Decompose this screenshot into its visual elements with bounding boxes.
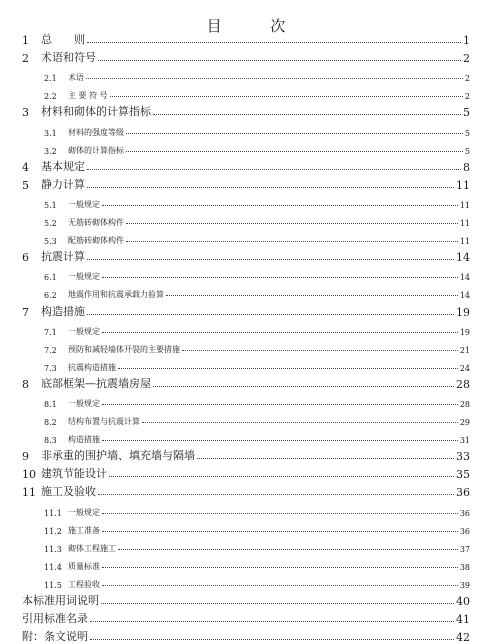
toc-entry-number: 8 <box>22 377 29 391</box>
dot-leader <box>102 531 458 532</box>
toc-entry-number: 5.1 <box>44 200 57 210</box>
toc-entry-page: 28 <box>456 377 470 391</box>
dot-leader <box>126 133 463 134</box>
toc-entry-title: 材料的强度等级 <box>68 127 124 137</box>
toc-entry[interactable] <box>22 282 470 300</box>
toc-entry[interactable] <box>22 47 470 65</box>
toc-entry-page: 39 <box>459 580 470 590</box>
dot-leader <box>98 494 454 495</box>
toc-entry-number: 11.4 <box>44 562 62 572</box>
toc-entry-number: 7.2 <box>44 345 57 355</box>
dot-leader <box>126 223 458 224</box>
toc-entry-title: 材料和砌体的计算指标 <box>41 105 151 119</box>
dot-leader <box>126 241 458 242</box>
dot-leader <box>87 314 454 315</box>
dot-leader <box>110 96 463 97</box>
toc-entry-number: 10 <box>22 468 36 482</box>
toc-entry-title: 工程验收 <box>68 579 100 589</box>
toc-entry-page: 14 <box>456 251 470 265</box>
toc-entry[interactable] <box>22 246 470 264</box>
toc-entry-number: 9 <box>22 450 29 464</box>
toc-entry-title: 地震作用和抗震承载力验算 <box>68 290 164 300</box>
toc-entry-title: 无筋砖砌体构件 <box>68 218 124 228</box>
toc-entry[interactable] <box>22 445 470 463</box>
toc-entry-number: 8.1 <box>44 399 57 409</box>
toc-entry-number: 5.2 <box>44 219 57 229</box>
toc-entry-page: 36 <box>456 486 470 500</box>
toc-entry-number: 2 <box>22 52 29 66</box>
toc-entry-page: 11 <box>459 237 470 247</box>
dot-leader <box>102 585 458 586</box>
toc-entry-page: 40 <box>456 595 470 608</box>
toc-entry-page: 37 <box>459 544 470 554</box>
toc-entry[interactable] <box>22 65 470 83</box>
dot-leader <box>102 513 458 514</box>
page-title: 目 次 <box>206 17 308 35</box>
toc-entry-page: 11 <box>459 219 470 229</box>
dot-leader <box>87 169 461 170</box>
toc-entry-title: 底部框架—抗震墙房屋 <box>41 376 151 390</box>
toc-entry-number: 5.3 <box>44 237 57 247</box>
toc-entry[interactable] <box>22 228 470 246</box>
toc-entry-title: 术语 <box>68 73 84 83</box>
dot-leader <box>118 549 458 550</box>
toc-entry-page: 11 <box>456 178 470 192</box>
toc-entry-title: 引用标准名录 <box>22 612 88 626</box>
dot-leader <box>166 295 458 296</box>
toc-entry-page: 38 <box>459 562 470 572</box>
dot-leader <box>86 78 463 79</box>
toc-entry[interactable] <box>22 83 470 101</box>
dot-leader <box>102 332 458 333</box>
toc-entry[interactable] <box>22 156 470 174</box>
toc-entry[interactable] <box>22 101 470 119</box>
toc-entry-page: 14 <box>459 273 470 283</box>
toc-entry-title: 非承重的围护墙、填充墙与隔墙 <box>41 449 195 463</box>
toc-entry[interactable] <box>22 119 470 137</box>
dot-leader <box>102 567 458 568</box>
toc-entry-page: 42 <box>456 631 470 644</box>
toc-entry-title: 抗震计算 <box>41 250 85 264</box>
toc-entry[interactable] <box>22 518 470 536</box>
toc-entry-number: 3 <box>22 106 29 120</box>
toc-entry-title: 本标准用词说明 <box>22 594 99 607</box>
toc-entry[interactable] <box>22 373 470 391</box>
toc-entry-page: 19 <box>459 327 470 337</box>
dot-leader <box>101 603 454 604</box>
toc-entry[interactable] <box>22 481 470 499</box>
table-of-contents <box>22 29 470 644</box>
dot-leader <box>109 476 454 477</box>
toc-entry[interactable] <box>22 337 470 355</box>
dot-leader <box>90 621 454 622</box>
toc-entry-title: 施工准备 <box>68 525 100 535</box>
toc-entry-title: 一般规定 <box>68 326 100 336</box>
toc-entry[interactable] <box>22 463 470 481</box>
toc-entry-page: 36 <box>459 508 470 518</box>
toc-entry-number: 11.1 <box>44 508 62 518</box>
toc-entry-page: 5 <box>463 106 470 120</box>
dot-leader <box>102 440 458 441</box>
toc-entry-title: 结构布置与抗震计算 <box>68 417 140 427</box>
toc-entry[interactable] <box>22 29 470 47</box>
dot-leader <box>197 458 454 459</box>
toc-entry[interactable] <box>22 174 470 192</box>
toc-entry-page: 19 <box>456 305 470 319</box>
toc-entry-page: 5 <box>464 146 470 156</box>
toc-entry-number: 4 <box>22 160 29 174</box>
toc-entry-title: 附：条文说明 <box>22 630 88 644</box>
toc-entry[interactable] <box>22 210 470 228</box>
toc-entry[interactable] <box>22 572 470 590</box>
toc-entry-page: 1 <box>463 34 470 48</box>
dot-leader <box>90 639 454 640</box>
dot-leader <box>102 404 458 405</box>
toc-entry[interactable] <box>22 319 470 337</box>
toc-entry-title: 主 要 符 号 <box>68 91 108 101</box>
toc-entry-number: 5 <box>22 178 29 192</box>
toc-entry-page: 2 <box>464 92 470 102</box>
toc-entry-number: 3.1 <box>44 128 57 138</box>
toc-entry[interactable] <box>22 427 470 445</box>
dot-leader <box>87 42 461 43</box>
toc-entry[interactable] <box>22 554 470 572</box>
toc-entry-title: 总 则 <box>41 33 85 47</box>
toc-entry-title: 一般规定 <box>68 272 100 282</box>
toc-entry-number: 11.2 <box>44 526 62 536</box>
toc-entry-page: 11 <box>459 200 470 210</box>
toc-entry[interactable] <box>22 608 470 626</box>
toc-entry-title: 配筋砖砌体构件 <box>68 236 124 246</box>
toc-entry-page: 24 <box>459 363 470 373</box>
toc-entry-title: 抗震构造措施 <box>68 362 116 372</box>
toc-entry[interactable] <box>22 391 470 409</box>
toc-entry[interactable] <box>22 192 470 210</box>
dot-leader <box>182 350 458 351</box>
toc-entry-title: 构造措施 <box>41 304 85 318</box>
toc-entry-title: 砌体的计算指标 <box>68 145 124 155</box>
toc-entry[interactable] <box>22 499 470 517</box>
toc-entry-page: 31 <box>459 436 470 446</box>
toc-entry-title: 构造措施 <box>68 435 100 445</box>
toc-entry-page: 41 <box>456 613 470 627</box>
dot-leader <box>126 151 463 152</box>
toc-entry-page: 5 <box>464 128 470 138</box>
toc-entry-title: 术语和符号 <box>41 51 96 65</box>
dot-leader <box>142 422 458 423</box>
toc-entry[interactable] <box>22 264 470 282</box>
toc-entry[interactable] <box>22 536 470 554</box>
toc-entry-title: 一般规定 <box>68 507 100 517</box>
dot-leader <box>102 277 458 278</box>
toc-entry[interactable] <box>22 355 470 373</box>
toc-entry-number: 3.2 <box>44 146 57 156</box>
toc-entry-number: 7.1 <box>44 327 57 337</box>
toc-entry-number: 6.2 <box>44 291 57 301</box>
toc-entry-number: 6 <box>22 251 29 265</box>
toc-entry-title: 基本规定 <box>41 159 85 173</box>
toc-entry[interactable] <box>22 138 470 156</box>
toc-entry-page: 29 <box>459 418 470 428</box>
toc-entry-page: 14 <box>459 291 470 301</box>
toc-entry-title: 建筑节能设计 <box>41 467 107 481</box>
toc-entry-number: 7.3 <box>44 363 57 373</box>
toc-entry-number: 7 <box>22 305 29 319</box>
dot-leader <box>153 114 461 115</box>
dot-leader <box>118 368 458 369</box>
dot-leader <box>102 205 458 206</box>
toc-entry-page: 33 <box>456 450 470 464</box>
toc-entry-page: 2 <box>463 52 470 66</box>
dot-leader <box>87 187 454 188</box>
toc-entry-number: 8.3 <box>44 436 57 446</box>
toc-entry-title: 砌体工程施工 <box>68 543 116 553</box>
toc-entry-number: 6.1 <box>44 273 57 283</box>
toc-entry[interactable] <box>22 300 470 318</box>
toc-entry-page: 21 <box>459 345 470 355</box>
toc-entry-page: 28 <box>459 399 470 409</box>
toc-entry-number: 11 <box>22 486 36 500</box>
toc-entry-title: 一般规定 <box>68 398 100 408</box>
toc-entry-page: 36 <box>459 526 470 536</box>
toc-entry[interactable] <box>22 626 470 644</box>
toc-entry-title: 一般规定 <box>68 199 100 209</box>
toc-entry-title: 静力计算 <box>41 177 85 191</box>
dot-leader <box>87 259 454 260</box>
toc-entry-title: 质量标准 <box>68 561 100 571</box>
toc-entry-page: 2 <box>464 74 470 84</box>
toc-entry-page: 35 <box>456 468 470 482</box>
toc-entry-number: 2.1 <box>44 74 57 84</box>
toc-entry-number: 11.3 <box>44 544 62 554</box>
toc-entry-title: 预防和减轻墙体开裂的主要措施 <box>68 344 180 354</box>
dot-leader <box>98 60 461 61</box>
toc-entry-number: 2.2 <box>44 92 57 102</box>
toc-entry-number: 1 <box>22 34 29 48</box>
toc-entry[interactable] <box>22 409 470 427</box>
toc-entry-title: 施工及验收 <box>41 485 96 499</box>
dot-leader <box>153 386 454 387</box>
toc-entry-number: 8.2 <box>44 418 57 428</box>
toc-entry-page: 8 <box>463 160 470 174</box>
toc-entry-number: 11.5 <box>44 580 62 590</box>
